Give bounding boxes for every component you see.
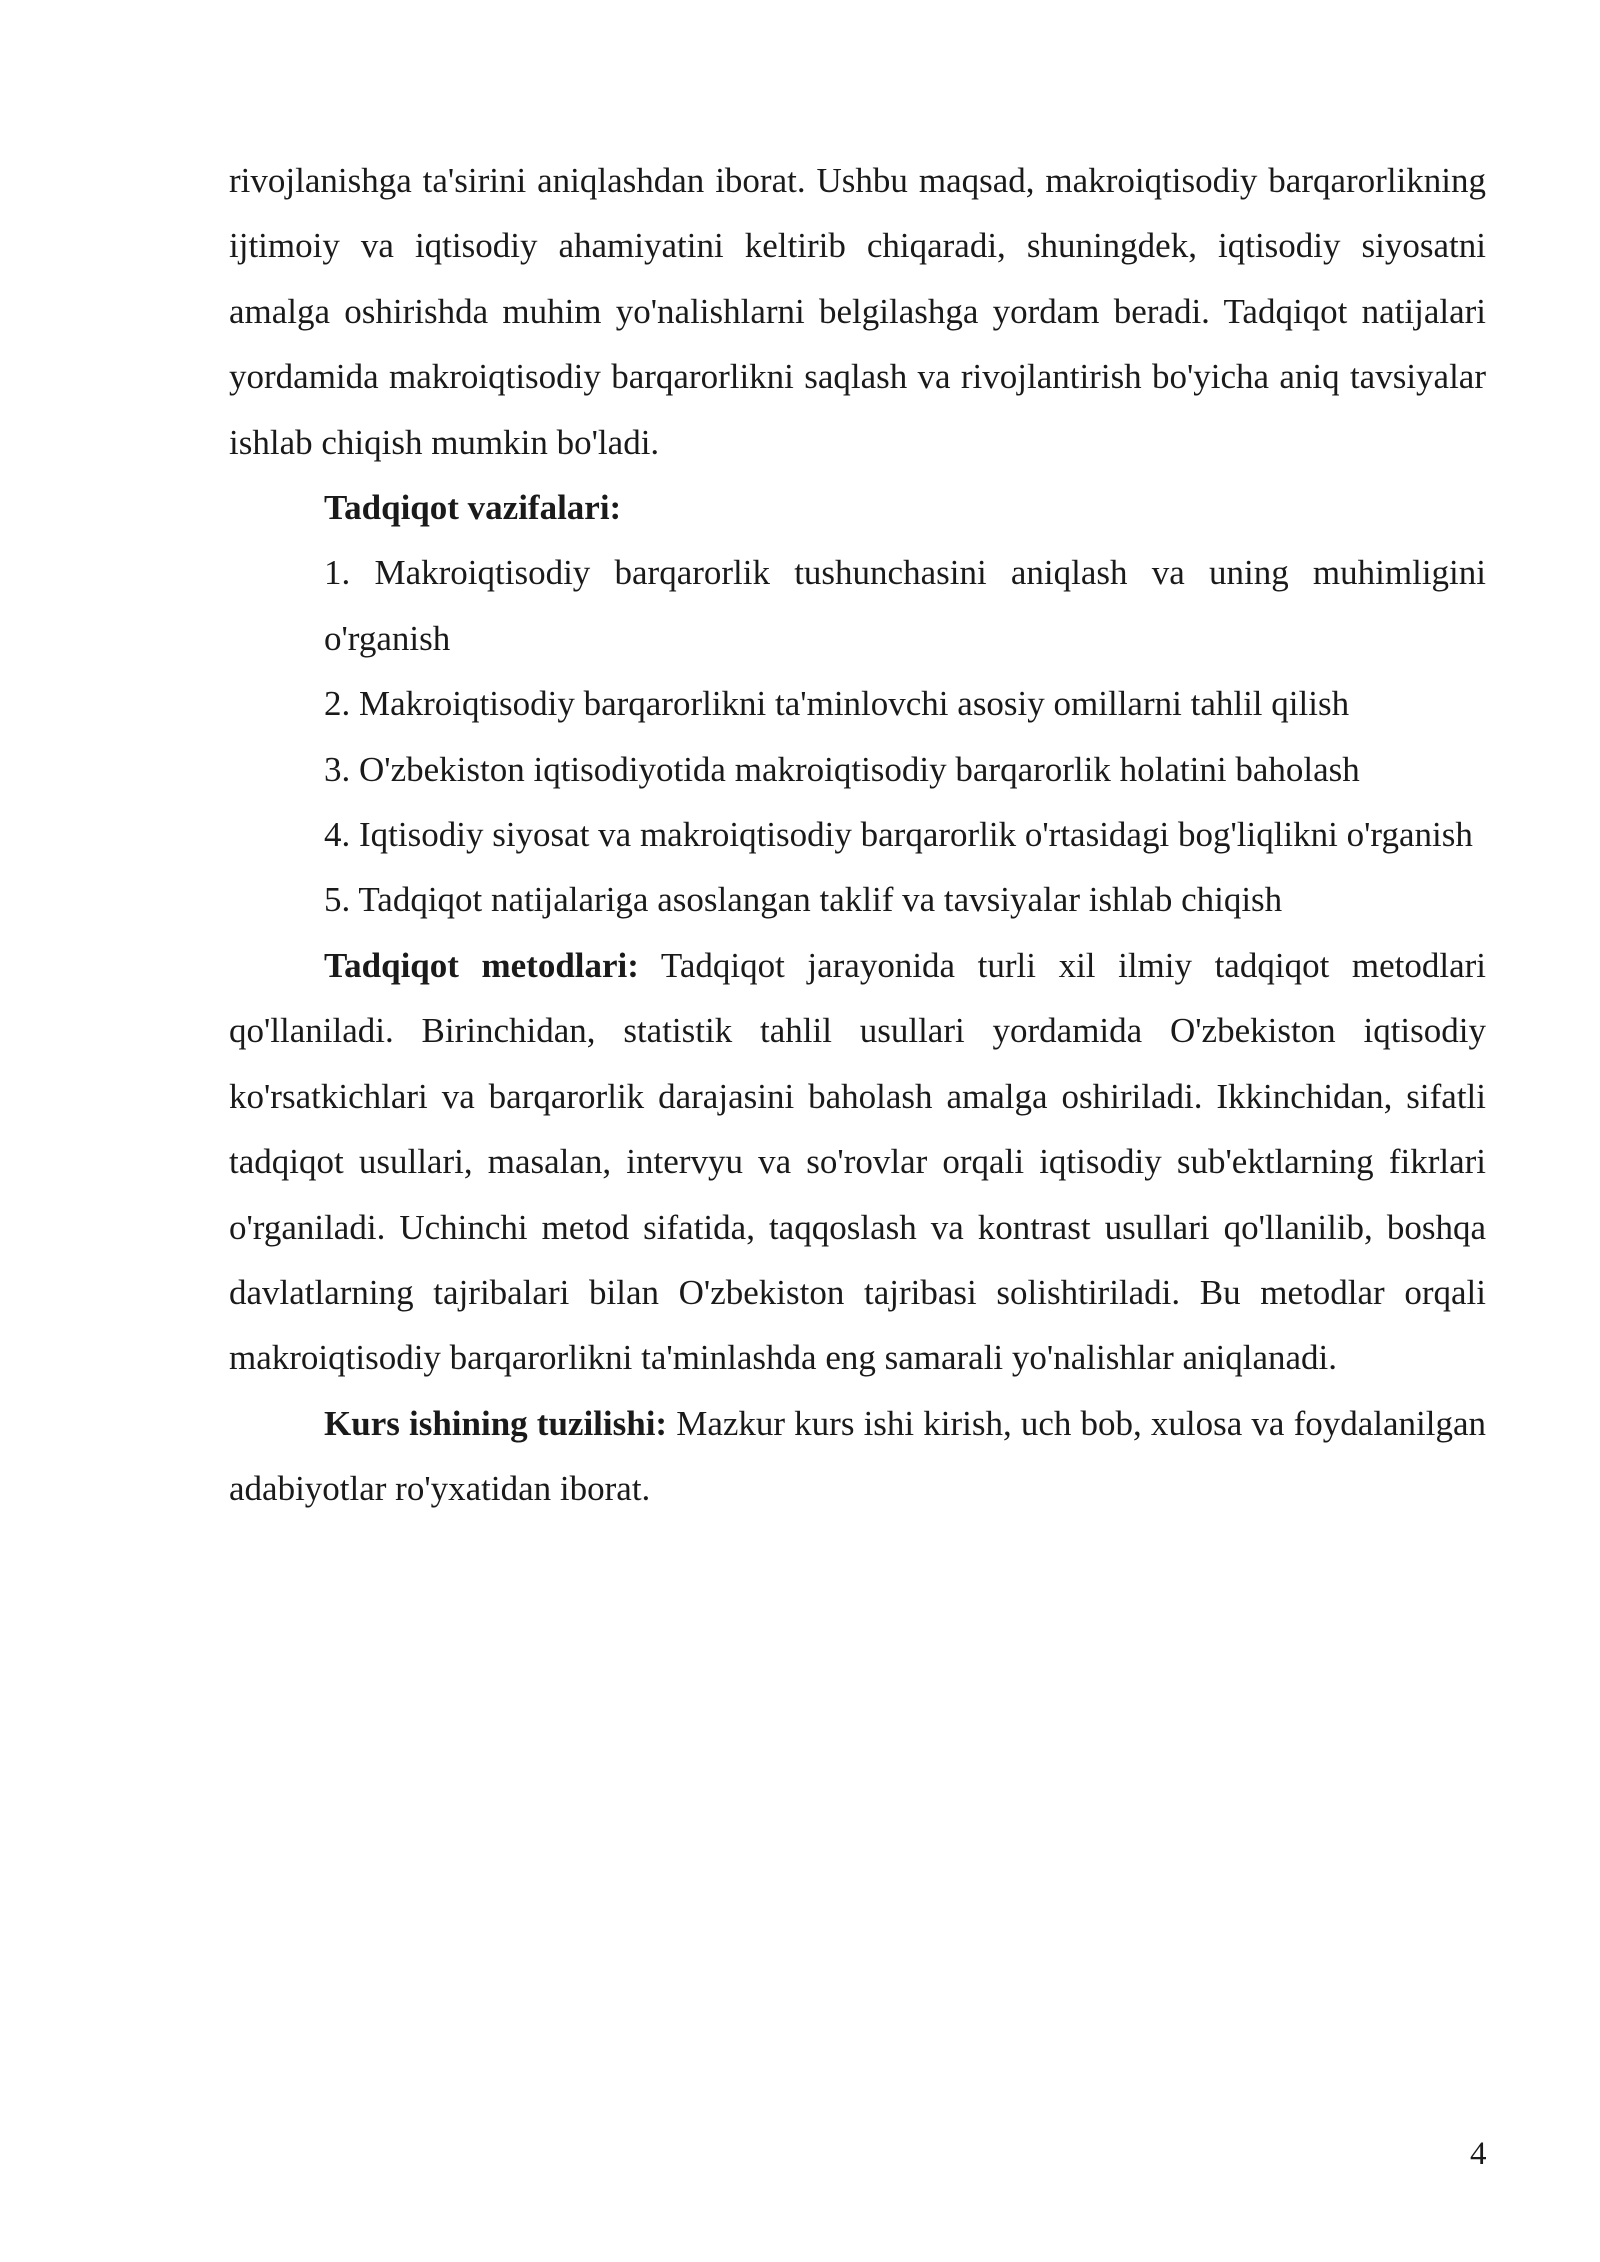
- document-page: [229, 148, 1486, 1522]
- tasks-heading: Tadqiqot vazifalari:: [324, 488, 622, 528]
- methods-text: Tadqiqot jarayonida turli xil ilmiy tadqiqot metodlari qo'llaniladi. Birinchidan, statistik tahlil usullari yordamida O'zbekiston iqtisodiy ko'rsatkichlari va barqarorlik darajasini baholash amalga oshiriladi. Ikkinchidan, sifatli tadqiqot usullari, masalan, intervyu va so'rovlar orqali iqtisodiy sub'ektlarning fikrlari o'rganiladi. Uchinchi metod sifatida, taqqoslash va kontrast usullari qo'llanilib, boshqa davlatlarning tajribalari bilan O'zbekiston tajribasi solishtiriladi. Bu metodlar orqali makroiqtisodiy barqarorlikni ta'minlashda eng samarali yo'nalishlar aniqlanadi.: [229, 945, 1486, 1378]
- methods-paragraph: [229, 933, 1486, 1391]
- task-item-1: 1. Makroiqtisodiy barqarorlik tushunchasini aniqlash va uning muhimligini o'rganish: [324, 553, 1486, 658]
- tasks-heading-paragraph: [229, 475, 1486, 540]
- task-item-2: 2. Makroiqtisodiy barqarorlikni ta'minlovchi asosiy omillarni tahlil qilish: [324, 684, 1350, 724]
- methods-heading: Tadqiqot metodlari:: [324, 945, 639, 985]
- structure-text: Mazkur kurs ishi kirish, uch bob, xulosa va foydalanilgan adabiyotlar ro'yxatidan iborat.: [229, 1403, 1486, 1509]
- structure-heading: Kurs ishining tuzilishi:: [324, 1403, 668, 1443]
- task-item-5: 5. Tadqiqot natijalariga asoslangan taklif va tavsiyalar ishlab chiqish: [324, 880, 1283, 920]
- opening-paragraph: rivojlanishga ta'sirini aniqlashdan iborat. Ushbu maqsad, makroiqtisodiy barqarorlikning ijtimoiy va iqtisodiy ahamiyatini keltirib chiqaradi, shuningdek, iqtisodiy siyosatni amalga oshirishda muhim yo'nalishlarni belgilashga yordam beradi. Tadqiqot natijalari yordamida makroiqtisodiy barqarorlikni saqlash va rivojlantirish bo'yicha aniq tavsiyalar ishlab chiqish mumkin bo'ladi.: [229, 161, 1486, 462]
- tasks-list: [229, 540, 1486, 932]
- structure-paragraph: [229, 1391, 1486, 1522]
- task-item-3: 3. O'zbekiston iqtisodiyotida makroiqtisodiy barqarorlik holatini baholash: [324, 749, 1360, 789]
- page-number: 4: [1470, 2136, 1487, 2172]
- task-item-4: 4. Iqtisodiy siyosat va makroiqtisodiy barqarorlik o'rtasidagi bog'liqlikni o'rganish: [324, 815, 1473, 855]
